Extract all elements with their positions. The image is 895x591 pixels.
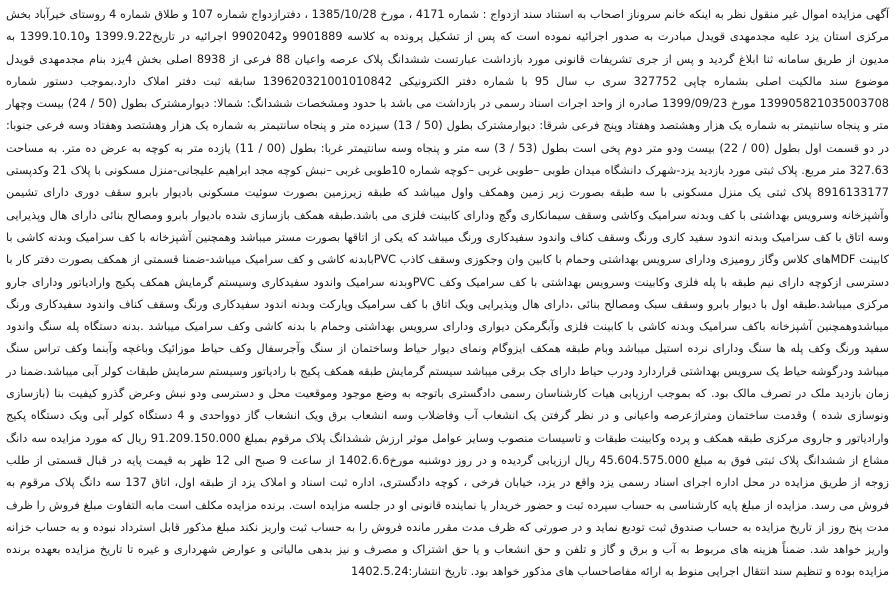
- notice-body: آگهی مزایده اموال غیر منقول نظر به اینکه خانم سروناز اصحاب به استناد سند ازدواج : شماره 4171 ، مورخ 1385/10/28 ، دفترازدواج شماره 107 و طلاق شماره 4 روستای خیرآباد بخش مرکزی استان یزد علیه مجدمهدی قویدل مبادرت به صدور اجرائیه نموده است که پس از تشکیل پرونده به کلاسه 9901889 و9902042 اجرائیه در تاریخ1399.9.22 و1399.10.10 به مدیون از طریق سامانه ثنا ابلاغ گردید و پس از جری تشریفات قانونی مورد بازداشت عبارتست ششدانگ پلاک عرصه واعیان 88 فرعی از 8938 اصلی بخش 4یزد بنام مجدمهدی قویدل موضوع سند مالکیت اصلی بشماره چاپی 327752 سری ب سال 95 با شماره دفتر الکترونیکی 139620321001010842 سابقه ثبت دفتر املاک دارد.بموجب دستور شماره 139905821035003708 مورخ 1399/09/23 صادره از واحد اجرات اسناد رسمی در بازداشت می باشد با حدود ومشخصات ششدانگ: شمالا: دیوارمشترک بطول (50 / 24) بیست وچهار متر و پنجاه سانتیمتر به شماره یک هزار وهشتصد وهفتاد وپنج فرعی شرقا: دیوارمشترک بطول (50 / 13) سیزده متر و پنجاه سانتیمتر به شماره یک هزار وهشتصد وهفتاد وسه فرعی جنوبا: در دو قسمت اول بطول (00 / 22) بیست ودو متر دوم پخی است بطول (53 / 3) سه متر و پنجاه وسه سانتیمتر غربا: بطول (00 / 11) یازده متر به کوچه به عرض ده متر. به مساحت 327.63 متر مربع. پلاک ثبتی مورد بازدید یزد-شهرک دانشگاه میدان طوبی –طوبی غربی –کوچه شماره 10طوبی غربی –نبش کوچه مجد ابراهیم علیجانی-منزل مسکونی با پلاک 21 وکدپستی 8916133177 پلاک ثبتی یک منزل مسکونی با سه طبقه بصورت زیر زمین وهمکف واول میباشد که طبقه زیرزمین بصورت سوئیت مسکونی بادیوار بابرو سقف دوری دارای تشیمن وآشپزخانه وسرویس بهداشتی با کف وبدنه سرامیک وکاشی وسقف سیمانکاری وگچ ودارای کابینت فلزی می باشد.طبقه همکف بازسازی شده بادیوار بابرو ومصالح بنائی دارای هال وپذیرایی وسه اتاق با کف سرامیک وبدنه اندود سفید کاری ورنگ وسقف کناف واندود سفیدکاری ورنگ میباشد که یکی از اتاقها بصورت مستر میباشد وهمچنین آشپزخانه با کف سرامیک وبدنه کاشی با کابینت MDFهای کلاس وگاز رومیزی ودارای سرویس بهداشتی وحمام با کابین وان وجکوزی وسقف کاذب PVCبابدنه کاشی و کف سرامیک میباشد-ضمنا قسمتی از همکف بصورت دفتر کار با دسترسی ازکوچه دارای نیم طبقه با پله فلزی وکابینت وسرویس بهداشتی با کف سرامیک وکف PVCوبدنه سرامیک واندود سفیدکاری وسیستم گرمایش همکف پکیج وارادیاتور ودارای جارو مرکزی میباشد.طبقه اول با دیوار بابرو وسقف سبک ومصالح بنائی ،دارای هال وپذیرایی ویک اتاق با کف سرامیک وپارکت وبدنه اندود سفیدکاری ورنگ وسقف کناف واندود سفیدکاری ورنگ میباشدوهمچنین آشپزخانه باکف سرامیک وبدنه کاشی با کابینت فلزی وآبگرمکن دیواری ودارای سرویس بهداشتی وحمام با بدنه کاشی وکف سرامیک میباشد .بدنه دستگاه پله سنگ واندود سفید ورنگ وکف پله ها سنگ ودارای نرده استیل میباشد وبام طبقه همکف ایزوگام ونمای دیوار حیاط وساختمان از سنگ وآجرسفال وکف حیاط موزائیک وباغچه وآبنما وکف تراس سنگ میباشد ودرگوشه حیاط یک سرویس بهداشتی قراردارد ودرب حیاط دارای جک برقی میباشد سیستم گرمایش طبقه همکف پکیج با رادیاتور وسیستم سرمایش طبقات کولر آبی میباشد.ضمنا در زمان بازدید ملک در تصرف مالک بود. که بموجب ارزیابی هیات کارشناسان رسمی دادگستری باتوجه به وضع موجود وموقعیت محل و دسترسی ودو نبش وعرض گذرو کیفیت بنا (بازسازی ونوسازی شده ) وقدمت ساختمان ومتراژعرصه واعیانی و در نظر گرفتن یک انشعاب آب وفاضلاب وسه انشعاب برق ویک انشعاب گاز دوواحدی و 4 دستگاه کولر آبی ویک دستگاه پکیج وارادیاتور و جاروی مرکزی طبقه همکف و پرده وکابینت طبقات و تاسیسات منصوب وسایر عوامل موثر ارزش ششدانگ پلاک مرقوم بمبلغ 91.209.150.000 ریال که مورد مزایده سه دانگ مشاع از ششدانگ پلاک ثبتی فوق به مبلغ 45.604.575.000 ریال ارزیابی گردیده و در روز دوشنبه مورخ1402.6.6 از ساعت 9 صبح الی 12 ظهر به قیمت پایه در قبال قسمتی از طلب زوجه از طریق مزایده در محل اداره اجرای اسناد رسمی یزد واقع در یزد، خیابان فرخی ، کوچه دادگستری، اداره ثبت اسناد و املاک یزد از طبقه اول، اتاق 137 سه دانگ پلاک مرقوم به فروش می رسد. مزایده از مبلغ پایه کارشناسی به حساب سپرده ثبت و حضور خریدار یا نماینده قانونی او در جلسه مزایده است. برنده مزایده مکلف است مابه التفاوت مبلغ فروش را ظرف مدت پنج روز از تاریخ مزایده به حساب صندوق ثبت تودیع نماید و در صورتی که ظرف مدت مقرر مانده فروش را به حساب ثبت واریز نکند مبلغ مذکور قابل استرداد نبوده و به حساب خزانه واریز خواهد شد. ضمناً هزینه های مربوط به آب و برق و گاز و تلفن و حق انشعاب و یا حق اشتراک و مصرف و نیز بدهی مالیاتی و عوارض شهرداری و غیره تا تاریخ مزایده بعهده برنده مزایده بوده و تنظیم سند انتقال اجرایی منوط به ارائه مفاصاحساب های مذکور خواهد بود. تاریخ انتشار:1402.5.24: [6, 8, 890, 579]
